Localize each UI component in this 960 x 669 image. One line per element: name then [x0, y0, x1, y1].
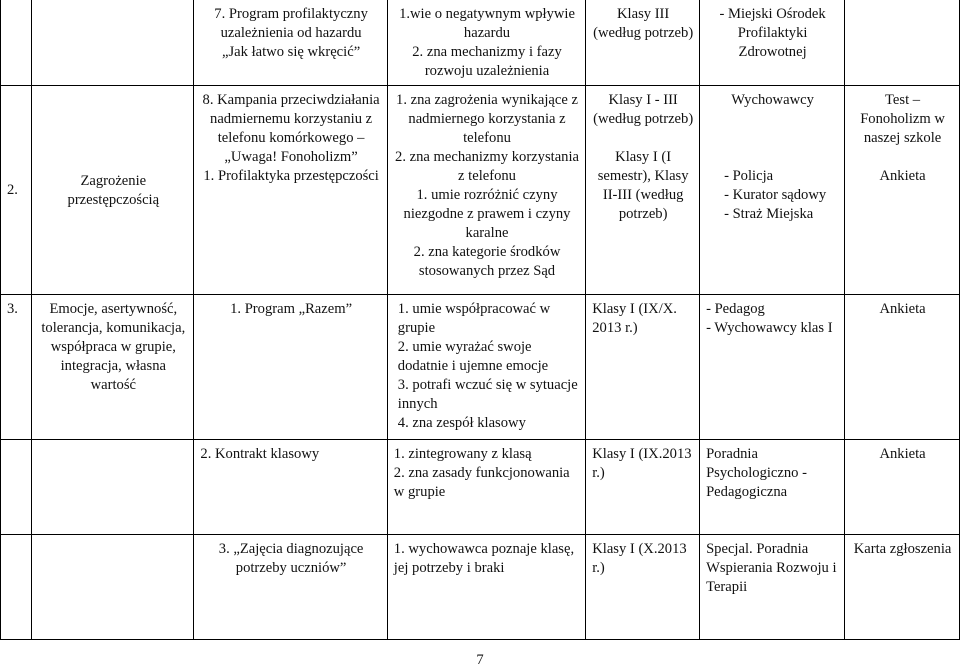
program-line: 1. Program „Razem”: [230, 301, 353, 317]
table-row: [1, 440, 960, 535]
program-cell: [194, 0, 387, 86]
evaluation-cell: Ankieta: [845, 295, 960, 440]
table-row: [1, 86, 960, 295]
classes-cell: Klasy III (według potrzeb): [586, 0, 700, 86]
program-cell: [194, 440, 387, 535]
topic-cell: Zagrożenie przestępczością: [32, 86, 194, 295]
table-row: [1, 295, 960, 440]
outcome-line: 4. zna zespół klasowy: [397, 415, 526, 431]
program-line: 3. „Zajęcia diagnozujące potrzeby uczniów”: [218, 541, 364, 576]
outcomes-cell: [387, 86, 585, 295]
program-line: „Jak łatwo się wkręcić”: [222, 44, 361, 60]
outcome-line: 1. umie rozróżnić czyny niezgodne z prawem i czyny karalne: [403, 187, 571, 241]
outcome-line: 3. potrafi wczuć się w sytuacje innych: [397, 377, 578, 412]
partner-line: - Pedagog: [706, 301, 765, 317]
outcome-line: 2. zna kategorie środków stosowanych przez Sąd: [413, 244, 561, 279]
outcome-line: 2. zna mechanizmy i fazy rozwoju uzależnienia: [412, 44, 562, 79]
outcome-line: 2. zna mechanizmy korzystania z telefonu: [395, 149, 579, 184]
partner-line: Wychowawcy: [731, 92, 814, 108]
partner-line: - Wychowawcy klas I: [706, 320, 833, 336]
row-number: [1, 0, 32, 86]
outcome-line: 2. umie wyrażać swoje dodatnie i ujemne emocje: [397, 339, 549, 374]
program-cell: [194, 295, 387, 440]
evaluation-cell: [845, 86, 960, 295]
program-line: 1. Profilaktyka przestępczości: [203, 168, 379, 184]
outcomes-cell: [387, 295, 585, 440]
partners-cell: [700, 86, 845, 295]
partner-line: - Kurator sądowy: [724, 187, 827, 203]
program-cell: [194, 535, 387, 640]
evaluation-cell: Karta zgłoszenia: [845, 535, 960, 640]
classes-top: Klasy I - III (według potrzeb): [593, 92, 694, 127]
outcome-line: 1. zna zagrożenia wynikające z nadmiernego korzystania z telefonu: [396, 92, 578, 146]
partner-line: - Policja: [724, 168, 774, 184]
program-cell: [194, 86, 387, 295]
evaluation-top: Test – Fonoholizm w naszej szkole: [860, 92, 945, 146]
page-number: 7: [476, 652, 484, 668]
row-number: 3.: [1, 295, 32, 440]
partner-line: - Straż Miejska: [724, 206, 814, 222]
partner-line: Specjal. Poradnia Wspierania Rozwoju i Terapii: [706, 541, 837, 595]
partners-cell: [700, 295, 845, 440]
partners-cell: [700, 535, 845, 640]
outcome-line: 1. zintegrowany z klasą: [393, 446, 532, 462]
program-line: 2. Kontrakt klasowy: [200, 446, 320, 462]
table-row: [1, 0, 960, 86]
classes-cell: Klasy I (X.2013 r.): [586, 535, 700, 640]
classes-cell: Klasy I (IX/X. 2013 r.): [586, 295, 700, 440]
program-line: 7. Program profilaktyczny uzależnienia od hazardu: [214, 6, 368, 41]
evaluation-cell: [845, 0, 960, 86]
partners-cell: [700, 440, 845, 535]
outcome-line: 1. umie współpracować w grupie: [397, 301, 551, 336]
classes-bottom: Klasy I (I semestr), Klasy II-III (według potrzeb): [597, 149, 689, 222]
outcome-line: 2. zna zasady funkcjonowania w grupie: [393, 465, 570, 500]
topic-cell: Emocje, asertywność, tolerancja, komunikacja, współpraca w grupie, integracja, własna wartość: [32, 295, 194, 440]
classes-cell: [586, 86, 700, 295]
outcomes-cell: [387, 535, 585, 640]
row-number: 2.: [1, 86, 32, 295]
topic-cell: [32, 0, 194, 86]
evaluation-bottom: Ankieta: [879, 168, 926, 184]
outcomes-cell: [387, 0, 585, 86]
partner-line: - Miejski Ośrodek Profilaktyki Zdrowotnej: [719, 6, 826, 60]
evaluation-cell: Ankieta: [845, 440, 960, 535]
classes-cell: Klasy I (IX.2013 r.): [586, 440, 700, 535]
outcome-line: 1.wie o negatywnym wpływie hazardu: [399, 6, 575, 41]
partners-cell: [700, 0, 845, 86]
outcome-line: 1. wychowawca poznaje klasę, jej potrzeby i braki: [393, 541, 575, 576]
program-line: 8. Kampania przeciwdziałania nadmiernemu korzystaniu z telefonu komórkowego – „Uwaga! Fonoholizm”: [202, 92, 380, 165]
table-row: [1, 535, 960, 640]
partner-line: Poradnia Psychologiczno - Pedagogiczna: [706, 446, 807, 500]
outcomes-cell: [387, 440, 585, 535]
